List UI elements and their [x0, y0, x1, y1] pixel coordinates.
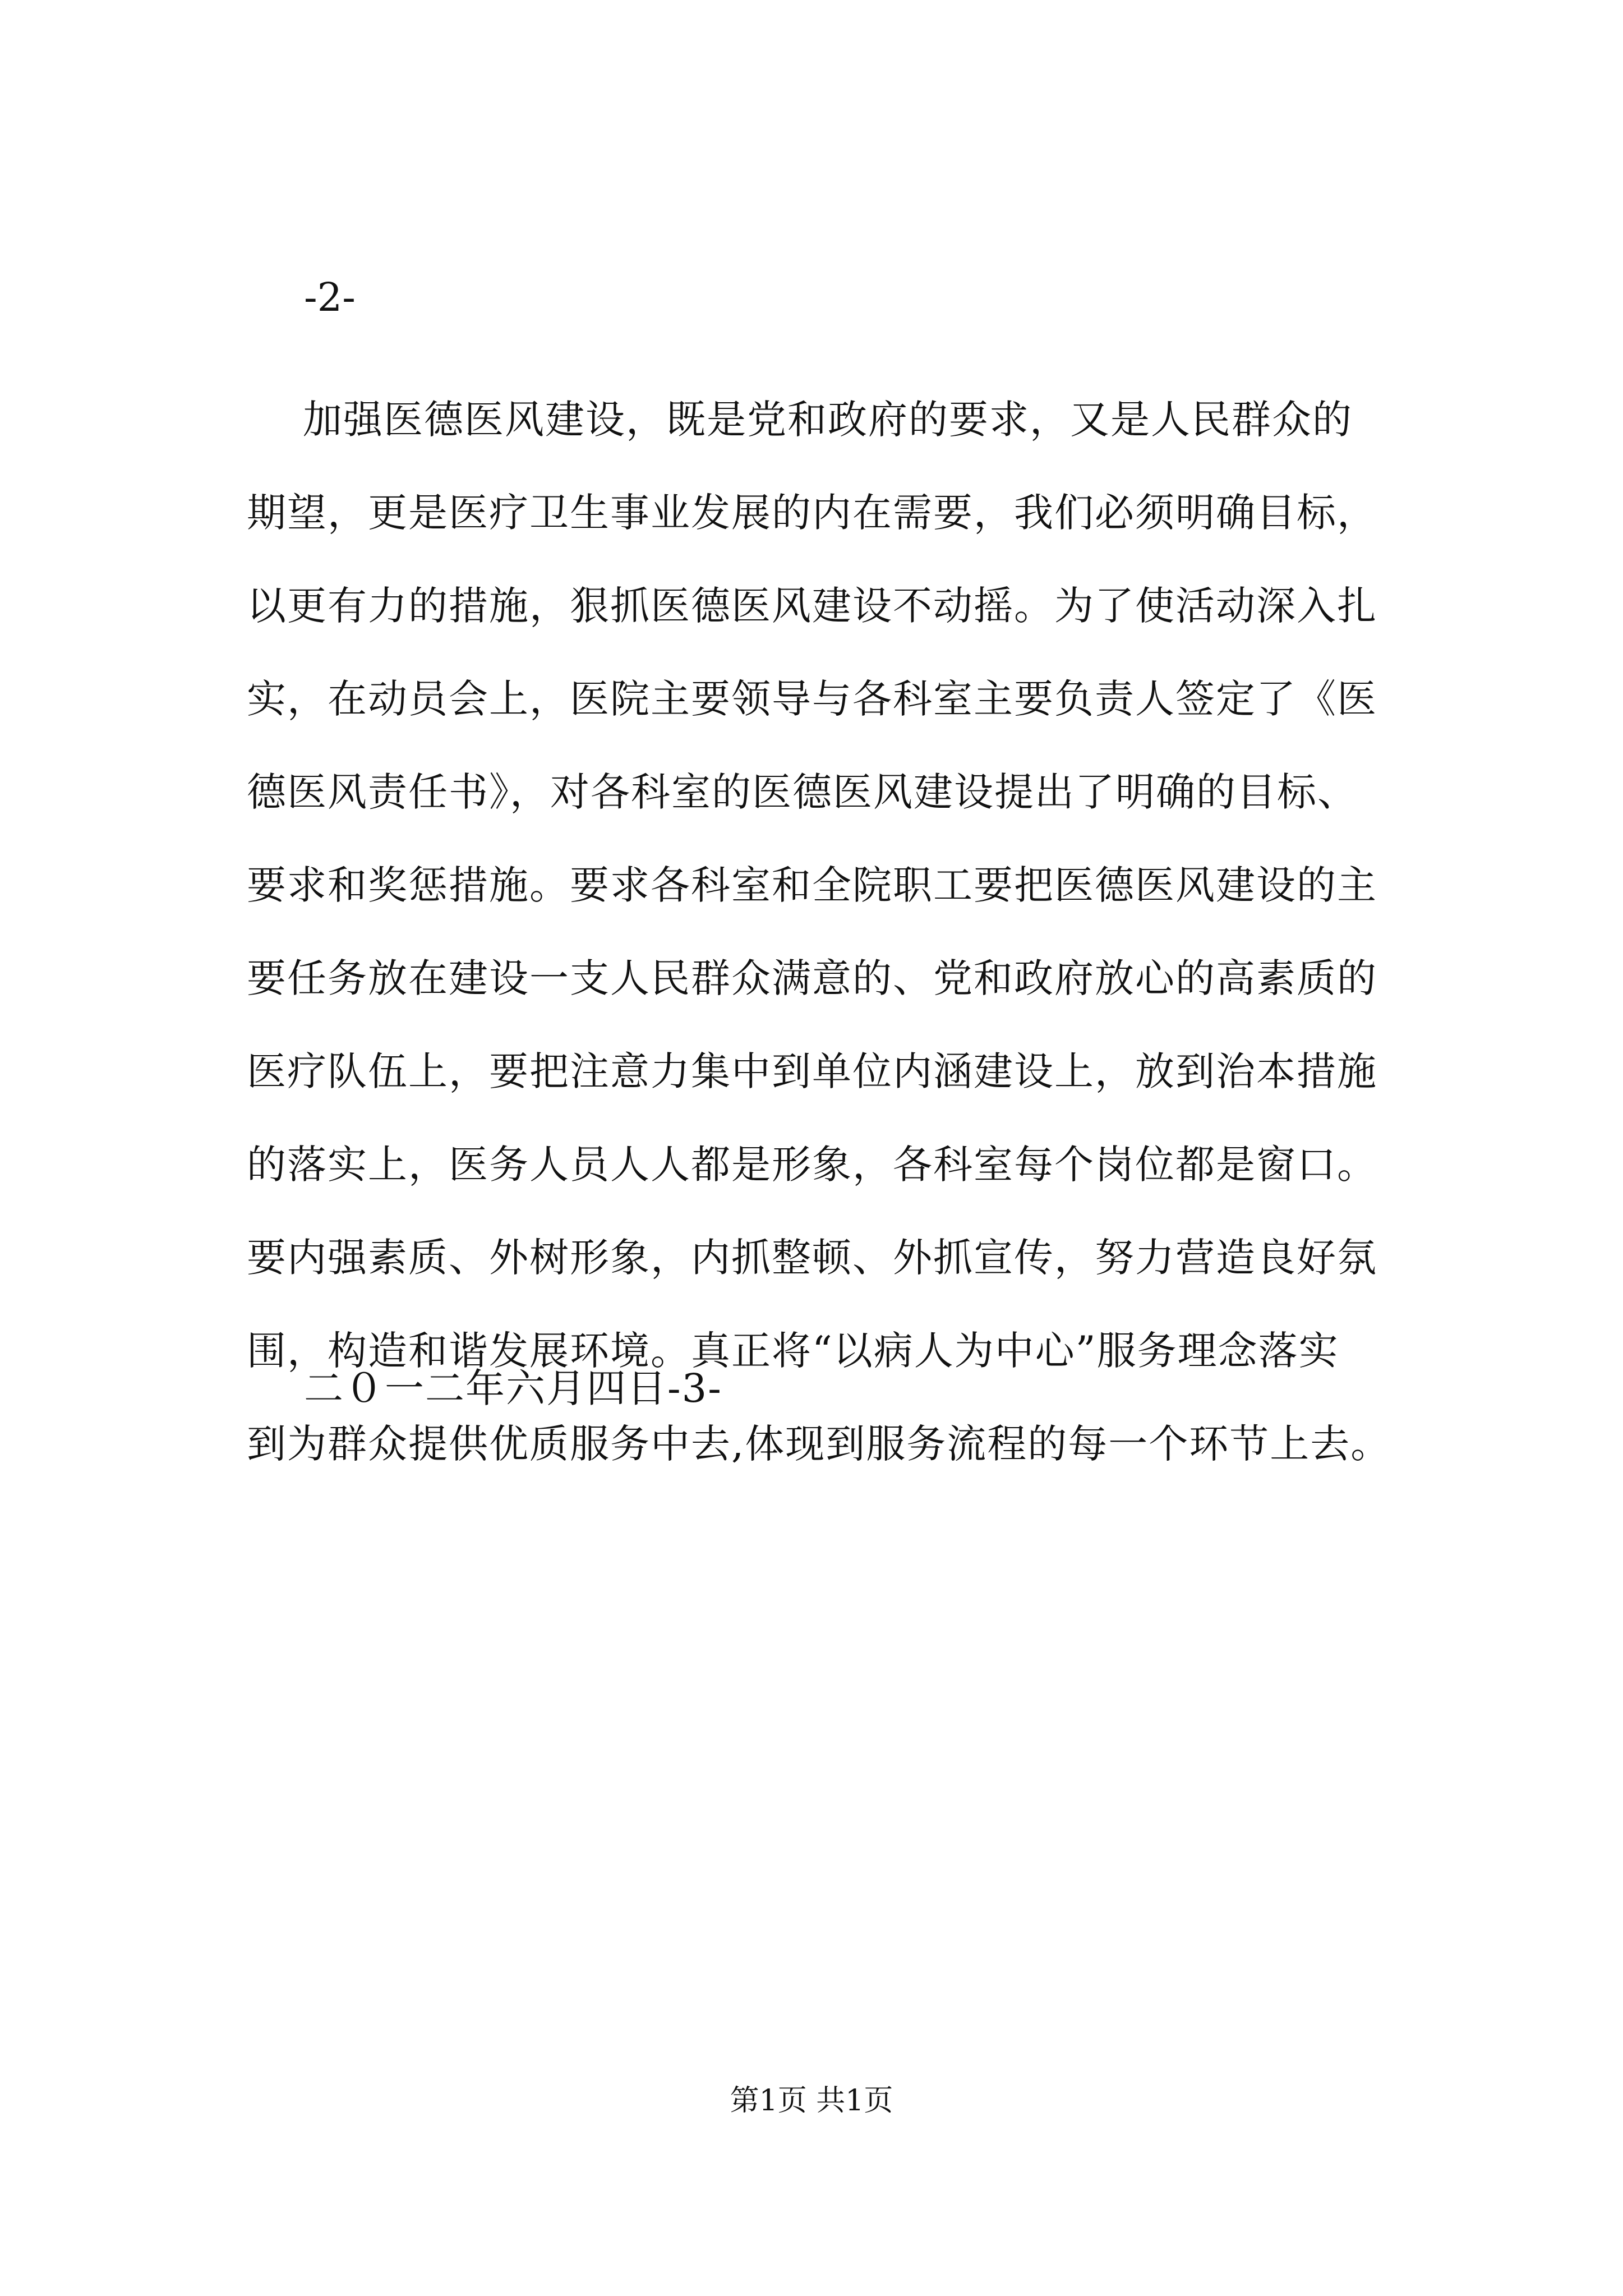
- body-paragraph: [247, 373, 1402, 1490]
- date-line: 二０一二年六月四日-3-: [304, 1365, 722, 1411]
- paragraph-line: 要内强素质、外树形象，内抓整顿、外抓宣传，努力营造良好氛: [247, 1235, 1377, 1281]
- paragraph-line: 医疗队伍上，要把注意力集中到单位内涵建设上，放到治本措施: [247, 1048, 1377, 1094]
- paragraph-line: 实，在动员会上，医院主要领导与各科室主要负责人签定了《医: [247, 676, 1377, 722]
- paragraph-line: 围，构造和谐发展环境。真正将“以病人为中心”服务理念落实: [247, 1328, 1339, 1374]
- paragraph-line: 以更有力的措施，狠抓医德医风建设不动摇。为了使活动深入扎: [247, 583, 1377, 629]
- page-footer: 第1页 共1页: [730, 2084, 893, 2118]
- paragraph-line: 到为群众提供优质服务中去,体现到服务流程的每一个环节上去。: [247, 1421, 1391, 1467]
- paragraph-line: 期望，更是医疗卫生事业发展的内在需要，我们必须明确目标，: [247, 490, 1377, 536]
- paragraph-line: 要求和奖惩措施。要求各科室和全院职工要把医德医风建设的主: [247, 862, 1377, 908]
- paragraph-line: 要任务放在建设一支人民群众满意的、党和政府放心的高素质的: [247, 955, 1377, 1001]
- paragraph-line: 德医风责任书》，对各科室的医德医风建设提出了明确的目标、: [247, 769, 1358, 815]
- page-marker-top: -2-: [304, 274, 356, 320]
- paragraph-line: 加强医德医风建设，既是党和政府的要求，又是人民群众的: [303, 397, 1353, 443]
- paragraph-line: 的落实上，医务人员人人都是形象，各科室每个岗位都是窗口。: [247, 1142, 1377, 1188]
